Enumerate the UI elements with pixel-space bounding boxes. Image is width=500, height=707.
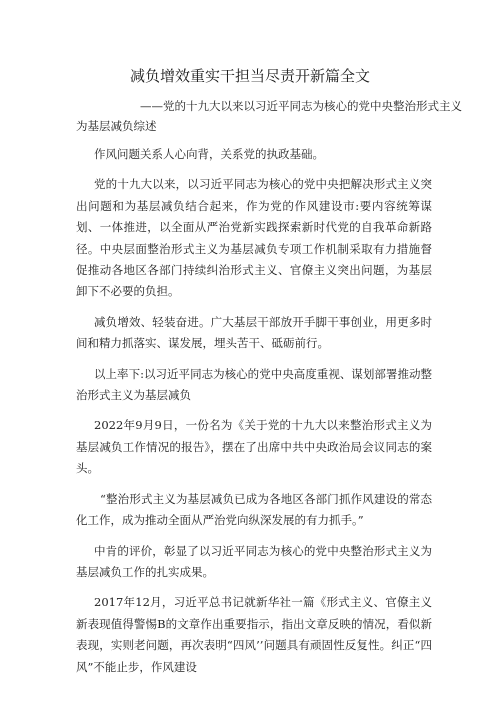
paragraph: 中肯的评价，彰显了以习近平同志为核心的党中央整治形式主义为基层减负工作的扎实成果。	[76, 543, 432, 579]
paragraph: 减负增效、轻装奋进。广大基层干部放开手脚干事创业，用更多时间和精力抓落实、谋发展，埋头苦干、砥砺前行。	[76, 314, 432, 351]
paragraph: 2022年9月9日，一份名为《关于党的十九大以来整治形式主义为基层减负工作情况的报告》，摆在了出席中共中央政治局会议同志的案头。	[76, 418, 432, 476]
document-subtitle	[0, 96, 500, 136]
document-body	[76, 144, 432, 687]
subtitle-line-1: ——党的十九大以来以习近平同志为核心的党中央整治形式主义	[140, 99, 462, 113]
paragraph: 党的十九大以来，以习近平同志为核心的党中央把解决形式主义突出问题和为基层减负结合起来，作为党的作风建设市:要内容统筹谋划、一体推进，以全面从严治党新实践探索新时代党的自我革命新路径。中央层面整治形式主义为基层减负专项工作机制采取有力措施督促推动各地区各部门持续纠治形式主义、官僚主义突出问题，为基层卸下不必要的负担。	[76, 177, 432, 299]
section-heading-paragraph: 以上率下:以习近平同志为核心的党中央高度重视、谋划部署推动整治形式主义为基层减负	[76, 366, 432, 403]
paragraph: 作风问题关系人心向背，关系党的执政基础。	[94, 147, 324, 161]
subtitle-line-2: 为基层减负综述	[76, 119, 157, 133]
document-title: 减负增效重实干担当尽责开新篇全文	[129, 67, 370, 85]
paragraph: 2017年12月，习近平总书记就新华社一篇《形式主义、官僚主义新表现值得警惕B的文章作出重要指示，指出文章反映的情况，看似新表现，实则老问题，再次表明“四风’’问题具有顽固性反复性。纠正“四风”不能止步，作风建设	[76, 595, 432, 674]
quote-paragraph: “整治形式主义为基层减负已成为各地区各部门抓作风建设的常态化工作，成为推动全面从严治党向纵深发展的有力抓手。”	[76, 491, 432, 528]
